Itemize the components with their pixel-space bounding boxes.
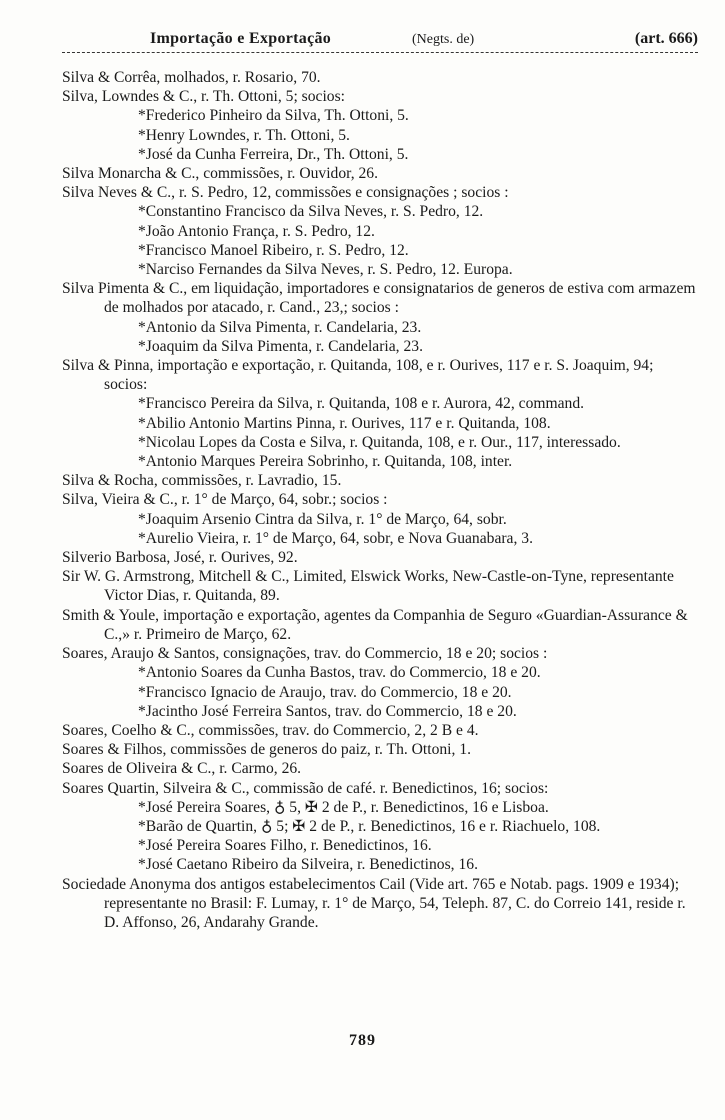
header-title: Importação e Exportação: [150, 30, 332, 47]
partner-entry: *Abilio Antonio Martins Pinna, r. Ourives, 117 e r. Quitanda, 108.: [138, 414, 551, 432]
partner-entry: *José Pereira Soares, ♁ 5, ✠ 2 de P., r. Benedictinos, 16 e Lisboa.: [138, 798, 549, 816]
partner-entry: *Francisco Manoel Ribeiro, r. S. Pedro, 12.: [138, 241, 409, 259]
directory-listing: [62, 68, 698, 932]
partner-entry: *Antonio Soares da Cunha Bastos, trav. do Commercio, 18 e 20.: [138, 664, 541, 682]
firm-entry: Silva, Vieira & C., r. 1° de Março, 64, sobr.; socios :: [62, 491, 388, 509]
firm-entry: Sociedade Anonyma dos antigos estabelecimentos Cail (Vide art. 765 e Notab. pags. 1909 e 1934); representante no Brasil: F. Lumay, r. 1° de Março, 54, Teleph. 87, C. do Correio 141, reside r. D. Affonso, 26, Andarahy Grande.: [62, 875, 686, 931]
firm-entry: Soares, Coelho & C., commissões, trav. do Commercio, 2, 2 B e 4.: [62, 721, 479, 739]
firm-entry: Silverio Barbosa, José, r. Ourives, 92.: [62, 549, 298, 567]
partner-entry: *Aurelio Vieira, r. 1° de Março, 64, sobr, e Nova Guanabara, 3.: [138, 529, 533, 547]
partner-entry: *Barão de Quartin, ♁ 5; ✠ 2 de P., r. Benedictinos, 16 e r. Riachuelo, 108.: [138, 817, 601, 835]
partner-entry: *Francisco Ignacio de Araujo, trav. do Commercio, 18 e 20.: [138, 683, 512, 701]
firm-entry: Soares de Oliveira & C., r. Carmo, 26.: [62, 760, 302, 778]
partner-entry: *Frederico Pinheiro da Silva, Th. Ottoni, 5.: [138, 107, 409, 125]
partner-entry: *Jacintho José Ferreira Santos, trav. do Commercio, 18 e 20.: [138, 702, 517, 720]
firm-entry: Soares Quartin, Silveira & C., commissão de café. r. Benedictinos, 16; socios:: [62, 779, 549, 797]
firm-entry: Smith & Youle, importação e exportação, agentes da Companhia de Seguro «Guardian-Assurance & C.,» r. Primeiro de Março, 62.: [62, 606, 688, 643]
firm-entry: Sir W. G. Armstrong, Mitchell & C., Limited, Elswick Works, New-Castle-on-Tyne, representante Victor Dias, r. Quitanda, 89.: [62, 568, 674, 605]
partner-entry: *Nicolau Lopes da Costa e Silva, r. Quitanda, 108, e r. Our., 117, interessado.: [138, 433, 621, 451]
firm-entry: Silva Monarcha & C., commissões, r. Ouvidor, 26.: [62, 165, 378, 183]
partner-entry: *Joaquim da Silva Pimenta, r. Candelaria, 23.: [138, 337, 423, 355]
partner-entry: *Narciso Fernandes da Silva Neves, r. S. Pedro, 12. Europa.: [138, 261, 513, 279]
firm-entry: Silva & Pinna, importação e exportação, r. Quitanda, 108, e r. Ourives, 117 e r. S. Joaquim, 94; socios:: [62, 357, 654, 394]
firm-entry: Silva Neves & C., r. S. Pedro, 12, commissões e consignações ; socios :: [62, 184, 509, 202]
page-number: 789: [349, 1032, 376, 1049]
partner-entry: *João Antonio França, r. S. Pedro, 12.: [138, 222, 375, 240]
header-article-number: (art. 666): [634, 30, 698, 47]
firm-entry: Silva & Rocha, commissões, r. Lavradio, 15.: [62, 472, 342, 490]
header-subtitle: (Negts. de): [412, 32, 475, 47]
partner-entry: *Henry Lowndes, r. Th. Ottoni, 5.: [138, 126, 350, 144]
partner-entry: *José Caetano Ribeiro da Silveira, r. Benedictinos, 16.: [138, 856, 478, 874]
partner-entry: *Constantino Francisco da Silva Neves, r. S. Pedro, 12.: [138, 203, 484, 221]
firm-entry: Silva, Lowndes & C., r. Th. Ottoni, 5; socios:: [62, 88, 346, 106]
partner-entry: *Antonio da Silva Pimenta, r. Candelaria, 23.: [138, 318, 422, 336]
firm-entry: Silva & Corrêa, molhados, r. Rosario, 70.: [62, 69, 321, 86]
firm-entry: Silva Pimenta & C., em liquidação, importadores e consignatarios de generos de estiva com armazem de molhados por atacado, r. Cand., 23,; socios :: [62, 280, 696, 317]
partner-entry: *Francisco Pereira da Silva, r. Quitanda, 108 e r. Aurora, 42, command.: [138, 395, 585, 413]
partner-entry: *Antonio Marques Pereira Sobrinho, r. Quitanda, 108, inter.: [138, 453, 513, 471]
partner-entry: *Joaquim Arsenio Cintra da Silva, r. 1° de Março, 64, sobr.: [138, 510, 507, 528]
header-divider: [62, 52, 698, 53]
partner-entry: *José Pereira Soares Filho, r. Benedictinos, 16.: [138, 837, 432, 855]
firm-entry: Soares, Araujo & Santos, consignações, trav. do Commercio, 18 e 20; socios :: [62, 645, 548, 663]
running-header: [62, 30, 698, 56]
partner-entry: *José da Cunha Ferreira, Dr., Th. Ottoni, 5.: [138, 145, 409, 163]
firm-entry: Soares & Filhos, commissões de generos do paiz, r. Th. Ottoni, 1.: [62, 741, 472, 759]
